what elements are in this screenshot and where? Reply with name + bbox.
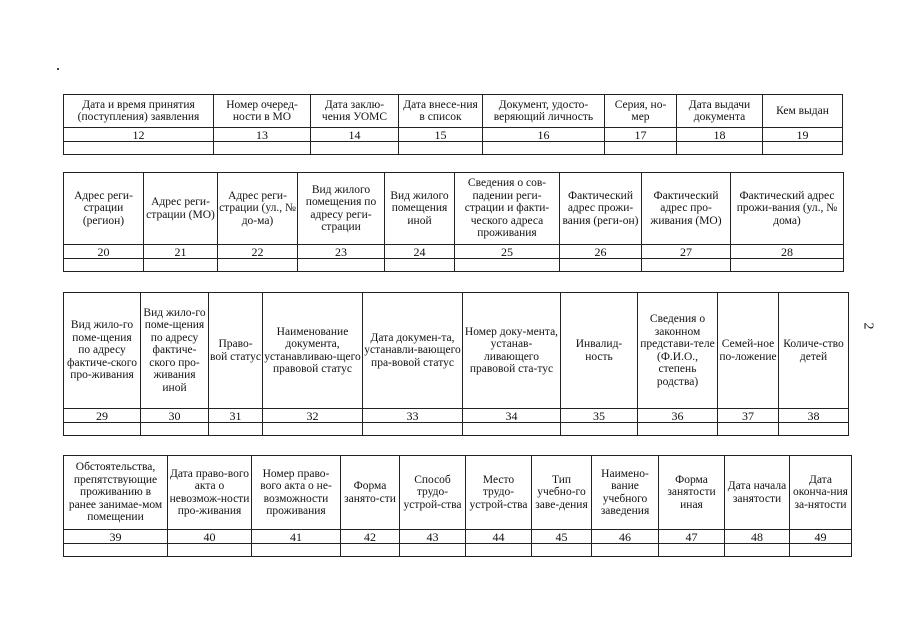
blank-cell	[399, 142, 483, 155]
column-number: 32	[263, 409, 363, 423]
blank-cell	[790, 544, 852, 557]
column-header: Дата и время принятия (поступления) заявления	[64, 95, 214, 128]
column-number: 35	[561, 409, 638, 423]
blank-cell	[385, 259, 455, 272]
column-header: Дата докумен-та, устанавли-вающего пра-вовой статус	[363, 293, 463, 409]
column-number: 36	[638, 409, 718, 423]
column-header: Наименование документа, устанавливаю-щего правовой статус	[263, 293, 363, 409]
blank-cell	[168, 544, 252, 557]
column-header: Форма занято-сти	[341, 456, 400, 530]
column-header: Право-вой статус	[209, 293, 263, 409]
column-header: Фактический адрес прожи-вания (реги-он)	[560, 173, 642, 245]
column-header: Тип учебно-го заве-дения	[532, 456, 592, 530]
header-row	[64, 456, 852, 530]
column-number-row	[64, 409, 849, 423]
column-number: 30	[141, 409, 209, 423]
page-number: 2	[860, 322, 876, 330]
column-number: 45	[532, 530, 592, 544]
column-header: Серия, но-мер	[605, 95, 677, 128]
blank-cell	[455, 259, 560, 272]
blank-cell	[341, 544, 400, 557]
blank-cell	[725, 544, 790, 557]
blank-cell	[779, 423, 849, 436]
column-header: Дата оконча-ния за-нятости	[790, 456, 852, 530]
column-header: Дата начала занятости	[725, 456, 790, 530]
column-number: 39	[64, 530, 168, 544]
blank-data-row	[64, 423, 849, 436]
column-number: 15	[399, 128, 483, 142]
column-number: 31	[209, 409, 263, 423]
column-number: 13	[214, 128, 311, 142]
column-number: 46	[592, 530, 659, 544]
column-header: Сведения о сов-падении реги-страции и факти-ческого адреса проживания	[455, 173, 560, 245]
column-header: Адрес реги-страции (ул., № до-ма)	[218, 173, 298, 245]
column-header: Дата выдачи документа	[677, 95, 763, 128]
column-header: Форма занятости иная	[659, 456, 725, 530]
column-header: Количе-ство детей	[779, 293, 849, 409]
column-header: Дата заклю-чения УОМС	[311, 95, 399, 128]
column-header: Дата внесе-ния в список	[399, 95, 483, 128]
column-number: 14	[311, 128, 399, 142]
blank-cell	[561, 423, 638, 436]
column-number: 49	[790, 530, 852, 544]
blank-cell	[532, 544, 592, 557]
blank-cell	[263, 423, 363, 436]
column-number: 40	[168, 530, 252, 544]
blank-cell	[605, 142, 677, 155]
blank-cell	[659, 544, 725, 557]
blank-cell	[311, 142, 399, 155]
blank-data-row	[64, 259, 844, 272]
blank-cell	[463, 423, 561, 436]
column-header: Вид жилого помещения иной	[385, 173, 455, 245]
blank-cell	[592, 544, 659, 557]
column-header: Фактический адрес про-живания (МО)	[642, 173, 731, 245]
column-header: Сведения о законном представи-теле (Ф.И.О., степень родства)	[638, 293, 718, 409]
column-header: Наимено-вание учебного заведения	[592, 456, 659, 530]
header-row	[64, 293, 849, 409]
scan-speck	[57, 68, 59, 70]
column-number: 28	[731, 245, 844, 259]
column-number: 17	[605, 128, 677, 142]
column-header: Обстоятельства, препятствующие проживанию в ранее занимае-мом помещении	[64, 456, 168, 530]
column-number: 23	[298, 245, 385, 259]
table-block-2	[63, 172, 844, 272]
column-number: 42	[341, 530, 400, 544]
blank-cell	[642, 259, 731, 272]
table-block-4	[63, 455, 852, 557]
column-header: Адрес реги-страции (МО)	[144, 173, 218, 245]
column-number: 37	[718, 409, 779, 423]
blank-cell	[363, 423, 463, 436]
column-number: 43	[400, 530, 466, 544]
column-number: 21	[144, 245, 218, 259]
column-number: 19	[763, 128, 843, 142]
column-number-row	[64, 128, 843, 142]
column-header: Способ трудо-устрой-ства	[400, 456, 466, 530]
column-header: Вид жило-го поме-щения по адресу фактиче-ского про-живания	[64, 293, 141, 409]
column-number: 25	[455, 245, 560, 259]
blank-cell	[731, 259, 844, 272]
column-header: Место трудо-устрой-ства	[466, 456, 532, 530]
blank-data-row	[64, 544, 852, 557]
column-header: Адрес реги-страции (регион)	[64, 173, 144, 245]
column-number: 44	[466, 530, 532, 544]
blank-cell	[483, 142, 605, 155]
blank-cell	[144, 259, 218, 272]
column-number: 20	[64, 245, 144, 259]
column-number: 12	[64, 128, 214, 142]
column-header: Номер право-вого акта о не-возможности проживания	[252, 456, 341, 530]
blank-cell	[718, 423, 779, 436]
blank-cell	[64, 423, 141, 436]
column-header: Фактический адрес прожи-вания (ул., № дома)	[731, 173, 844, 245]
column-header: Номер доку-мента, устанав-ливающего правовой ста-тус	[463, 293, 561, 409]
column-number: 16	[483, 128, 605, 142]
blank-cell	[677, 142, 763, 155]
column-header: Документ, удосто-веряющий личность	[483, 95, 605, 128]
table-block-1	[63, 94, 843, 155]
column-number: 38	[779, 409, 849, 423]
blank-cell	[214, 142, 311, 155]
blank-data-row	[64, 142, 843, 155]
header-row	[64, 173, 844, 245]
column-number: 22	[218, 245, 298, 259]
blank-cell	[400, 544, 466, 557]
blank-cell	[64, 259, 144, 272]
column-number: 33	[363, 409, 463, 423]
blank-cell	[763, 142, 843, 155]
column-header: Семей-ное по-ложение	[718, 293, 779, 409]
column-number: 48	[725, 530, 790, 544]
column-number: 34	[463, 409, 561, 423]
column-number: 24	[385, 245, 455, 259]
column-header: Вид жилого помещения по адресу реги-страции	[298, 173, 385, 245]
blank-cell	[64, 142, 214, 155]
blank-cell	[209, 423, 263, 436]
column-number: 27	[642, 245, 731, 259]
column-number: 26	[560, 245, 642, 259]
header-row	[64, 95, 843, 128]
blank-cell	[252, 544, 341, 557]
blank-cell	[298, 259, 385, 272]
blank-cell	[218, 259, 298, 272]
column-number: 47	[659, 530, 725, 544]
column-header: Номер очеред-ности в МО	[214, 95, 311, 128]
column-header: Дата право-вого акта о невозмож-ности про-живания	[168, 456, 252, 530]
column-number: 41	[252, 530, 341, 544]
column-header: Вид жило-го поме-щения по адресу фактиче-ского про-живания иной	[141, 293, 209, 409]
column-number: 29	[64, 409, 141, 423]
column-header: Кем выдан	[763, 95, 843, 128]
blank-cell	[64, 544, 168, 557]
blank-cell	[466, 544, 532, 557]
table-block-3	[63, 292, 849, 436]
column-number: 18	[677, 128, 763, 142]
column-header: Инвалид-ность	[561, 293, 638, 409]
blank-cell	[141, 423, 209, 436]
blank-cell	[560, 259, 642, 272]
column-number-row	[64, 245, 844, 259]
blank-cell	[638, 423, 718, 436]
column-number-row	[64, 530, 852, 544]
